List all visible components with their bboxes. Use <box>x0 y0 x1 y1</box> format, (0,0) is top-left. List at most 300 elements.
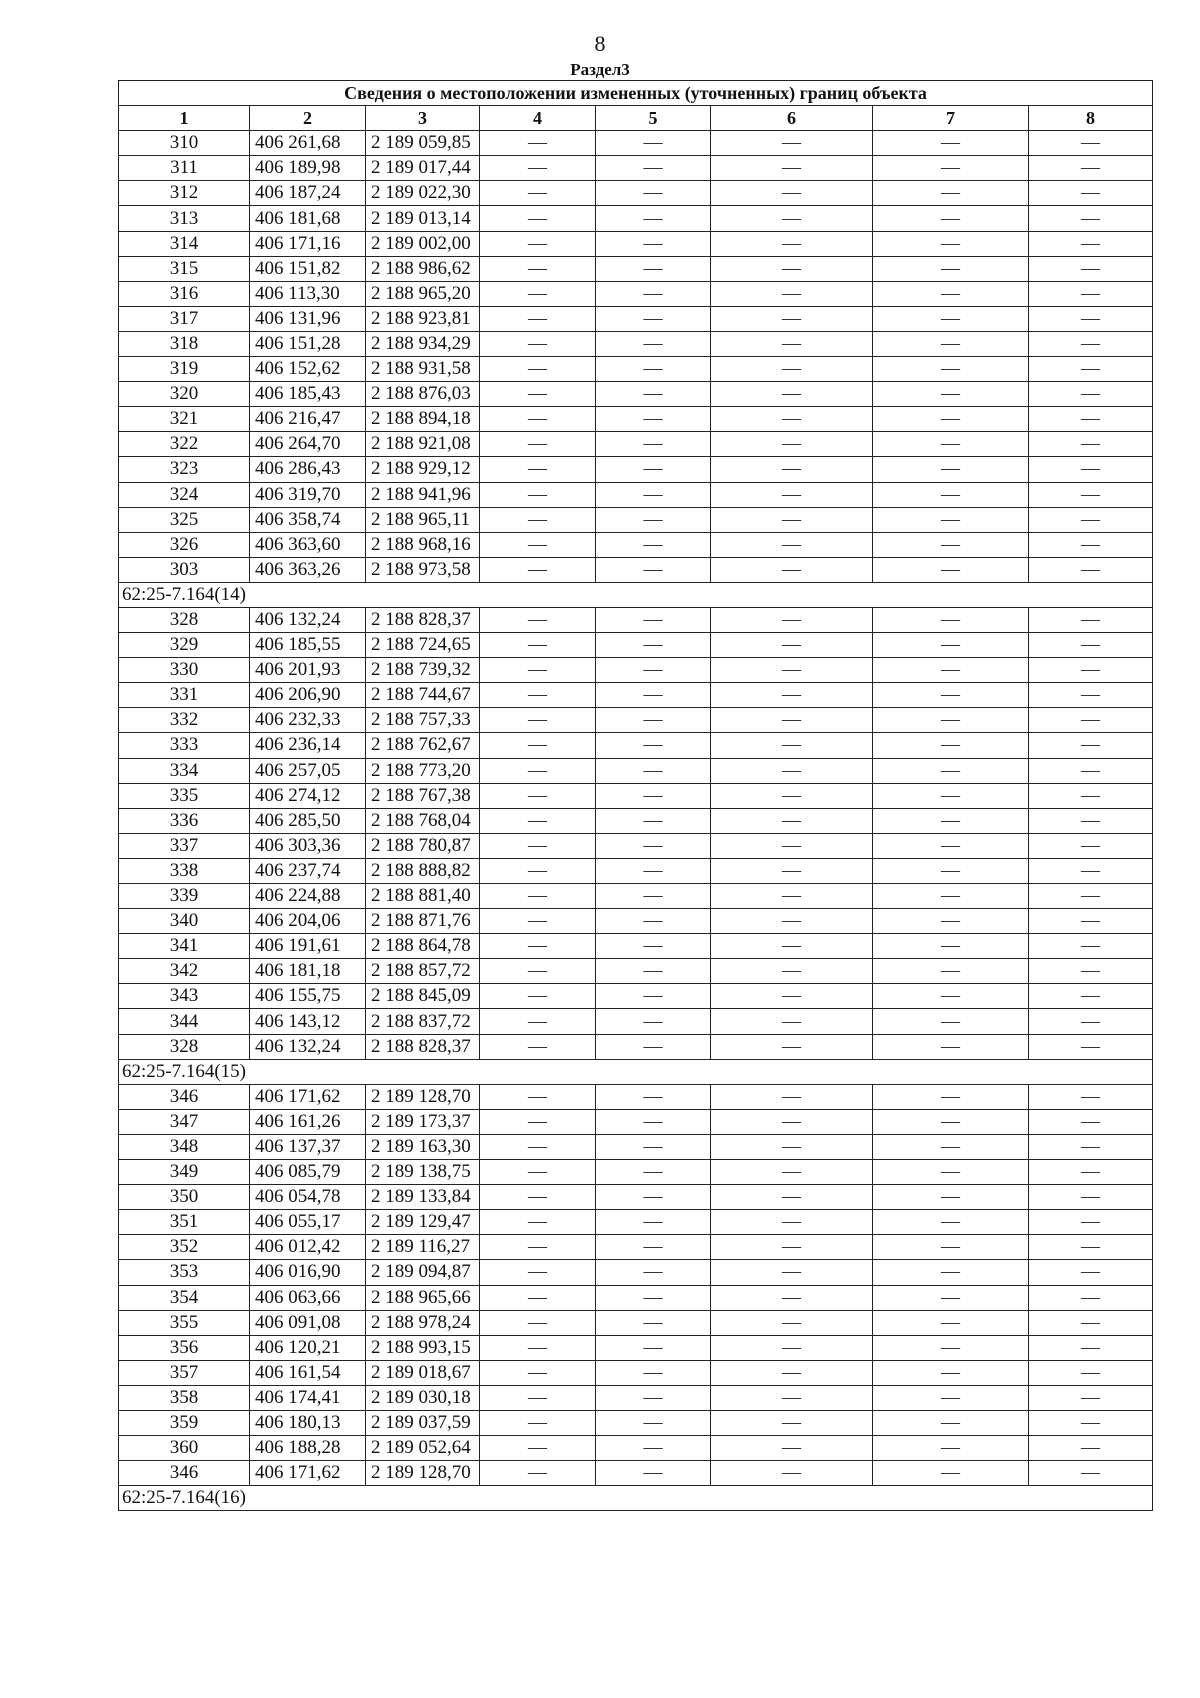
point-number-cell: 334 <box>119 758 250 783</box>
empty-value-cell: — <box>711 507 873 532</box>
x-coordinate-cell: 406 137,37 <box>250 1134 366 1159</box>
empty-value-cell: — <box>480 1360 596 1385</box>
empty-value-cell: — <box>480 131 596 156</box>
y-coordinate-cell: 2 189 018,67 <box>366 1360 480 1385</box>
table-row <box>119 432 1153 457</box>
empty-value-cell: — <box>1029 934 1153 959</box>
table-row <box>119 1436 1153 1461</box>
empty-value-cell: — <box>596 1335 711 1360</box>
y-coordinate-cell: 2 188 773,20 <box>366 758 480 783</box>
table-row <box>119 934 1153 959</box>
empty-value-cell: — <box>596 382 711 407</box>
point-number-cell: 324 <box>119 482 250 507</box>
x-coordinate-cell: 406 181,18 <box>250 959 366 984</box>
empty-value-cell: — <box>596 1385 711 1410</box>
empty-value-cell: — <box>1029 1360 1153 1385</box>
empty-value-cell: — <box>711 909 873 934</box>
empty-value-cell: — <box>480 1335 596 1360</box>
y-coordinate-cell: 2 188 941,96 <box>366 482 480 507</box>
y-coordinate-cell: 2 189 052,64 <box>366 1436 480 1461</box>
y-coordinate-cell: 2 189 013,14 <box>366 206 480 231</box>
empty-value-cell: — <box>1029 984 1153 1009</box>
empty-value-cell: — <box>711 1034 873 1059</box>
x-coordinate-cell: 406 363,60 <box>250 532 366 557</box>
empty-value-cell: — <box>873 231 1029 256</box>
x-coordinate-cell: 406 185,55 <box>250 633 366 658</box>
x-coordinate-cell: 406 264,70 <box>250 432 366 457</box>
empty-value-cell: — <box>596 1310 711 1335</box>
x-coordinate-cell: 406 180,13 <box>250 1410 366 1435</box>
point-number-cell: 360 <box>119 1436 250 1461</box>
empty-value-cell: — <box>1029 281 1153 306</box>
y-coordinate-cell: 2 188 739,32 <box>366 658 480 683</box>
table-row <box>119 683 1153 708</box>
x-coordinate-cell: 406 171,16 <box>250 231 366 256</box>
empty-value-cell: — <box>480 833 596 858</box>
empty-value-cell: — <box>596 256 711 281</box>
empty-value-cell: — <box>480 1134 596 1159</box>
table-row <box>119 1410 1153 1435</box>
x-coordinate-cell: 406 152,62 <box>250 357 366 382</box>
point-number-cell: 313 <box>119 206 250 231</box>
empty-value-cell: — <box>873 1185 1029 1210</box>
empty-value-cell: — <box>711 833 873 858</box>
empty-value-cell: — <box>480 1185 596 1210</box>
empty-value-cell: — <box>873 683 1029 708</box>
empty-value-cell: — <box>711 532 873 557</box>
y-coordinate-cell: 2 189 133,84 <box>366 1185 480 1210</box>
empty-value-cell: — <box>480 1385 596 1410</box>
empty-value-cell: — <box>480 532 596 557</box>
empty-value-cell: — <box>873 306 1029 331</box>
table-row <box>119 1335 1153 1360</box>
empty-value-cell: — <box>1029 457 1153 482</box>
empty-value-cell: — <box>711 407 873 432</box>
table-row <box>119 984 1153 1009</box>
x-coordinate-cell: 406 319,70 <box>250 482 366 507</box>
empty-value-cell: — <box>873 206 1029 231</box>
x-coordinate-cell: 406 171,62 <box>250 1084 366 1109</box>
empty-value-cell: — <box>711 382 873 407</box>
empty-value-cell: — <box>711 432 873 457</box>
empty-value-cell: — <box>1029 131 1153 156</box>
empty-value-cell: — <box>596 1260 711 1285</box>
x-coordinate-cell: 406 204,06 <box>250 909 366 934</box>
empty-value-cell: — <box>1029 382 1153 407</box>
point-number-cell: 348 <box>119 1134 250 1159</box>
empty-value-cell: — <box>1029 407 1153 432</box>
x-coordinate-cell: 406 016,90 <box>250 1260 366 1285</box>
empty-value-cell: — <box>873 1260 1029 1285</box>
empty-value-cell: — <box>1029 633 1153 658</box>
empty-value-cell: — <box>480 607 596 632</box>
empty-value-cell: — <box>711 1461 873 1486</box>
empty-value-cell: — <box>873 532 1029 557</box>
table-row <box>119 382 1153 407</box>
empty-value-cell: — <box>873 181 1029 206</box>
y-coordinate-cell: 2 188 888,82 <box>366 858 480 883</box>
empty-value-cell: — <box>480 984 596 1009</box>
y-coordinate-cell: 2 188 837,72 <box>366 1009 480 1034</box>
y-coordinate-cell: 2 189 163,30 <box>366 1134 480 1159</box>
empty-value-cell: — <box>711 1185 873 1210</box>
table-row <box>119 156 1153 181</box>
empty-value-cell: — <box>596 206 711 231</box>
y-coordinate-cell: 2 188 845,09 <box>366 984 480 1009</box>
empty-value-cell: — <box>873 708 1029 733</box>
parcel-group-row <box>119 582 1153 607</box>
y-coordinate-cell: 2 188 986,62 <box>366 256 480 281</box>
y-coordinate-cell: 2 188 934,29 <box>366 331 480 356</box>
empty-value-cell: — <box>596 1210 711 1235</box>
empty-value-cell: — <box>1029 1410 1153 1435</box>
empty-value-cell: — <box>1029 1285 1153 1310</box>
empty-value-cell: — <box>480 1009 596 1034</box>
empty-value-cell: — <box>711 1160 873 1185</box>
empty-value-cell: — <box>873 256 1029 281</box>
empty-value-cell: — <box>480 1109 596 1134</box>
x-coordinate-cell: 406 237,74 <box>250 858 366 883</box>
empty-value-cell: — <box>596 934 711 959</box>
y-coordinate-cell: 2 188 965,20 <box>366 281 480 306</box>
empty-value-cell: — <box>480 1235 596 1260</box>
empty-value-cell: — <box>873 1310 1029 1335</box>
column-header: 2 <box>250 106 366 131</box>
column-header: 8 <box>1029 106 1153 131</box>
empty-value-cell: — <box>596 407 711 432</box>
empty-value-cell: — <box>873 1436 1029 1461</box>
empty-value-cell: — <box>873 909 1029 934</box>
empty-value-cell: — <box>711 633 873 658</box>
x-coordinate-cell: 406 113,30 <box>250 281 366 306</box>
empty-value-cell: — <box>1029 482 1153 507</box>
empty-value-cell: — <box>480 181 596 206</box>
point-number-cell: 328 <box>119 607 250 632</box>
empty-value-cell: — <box>1029 306 1153 331</box>
empty-value-cell: — <box>1029 1210 1153 1235</box>
empty-value-cell: — <box>480 909 596 934</box>
x-coordinate-cell: 406 236,14 <box>250 733 366 758</box>
point-number-cell: 303 <box>119 557 250 582</box>
empty-value-cell: — <box>873 758 1029 783</box>
empty-value-cell: — <box>873 833 1029 858</box>
y-coordinate-cell: 2 188 767,38 <box>366 783 480 808</box>
empty-value-cell: — <box>480 633 596 658</box>
empty-value-cell: — <box>873 884 1029 909</box>
empty-value-cell: — <box>596 432 711 457</box>
y-coordinate-cell: 2 189 128,70 <box>366 1461 480 1486</box>
table-caption-row <box>119 81 1153 106</box>
empty-value-cell: — <box>596 331 711 356</box>
y-coordinate-cell: 2 189 094,87 <box>366 1260 480 1285</box>
empty-value-cell: — <box>873 1084 1029 1109</box>
point-number-cell: 329 <box>119 633 250 658</box>
point-number-cell: 339 <box>119 884 250 909</box>
empty-value-cell: — <box>873 607 1029 632</box>
empty-value-cell: — <box>596 1461 711 1486</box>
empty-value-cell: — <box>711 658 873 683</box>
empty-value-cell: — <box>873 482 1029 507</box>
y-coordinate-cell: 2 188 929,12 <box>366 457 480 482</box>
y-coordinate-cell: 2 189 022,30 <box>366 181 480 206</box>
column-number-row <box>119 106 1153 131</box>
table-row <box>119 507 1153 532</box>
empty-value-cell: — <box>711 783 873 808</box>
empty-value-cell: — <box>596 607 711 632</box>
empty-value-cell: — <box>1029 181 1153 206</box>
empty-value-cell: — <box>480 432 596 457</box>
empty-value-cell: — <box>873 1461 1029 1486</box>
table-row <box>119 1084 1153 1109</box>
point-number-cell: 338 <box>119 858 250 883</box>
empty-value-cell: — <box>596 357 711 382</box>
empty-value-cell: — <box>596 909 711 934</box>
point-number-cell: 353 <box>119 1260 250 1285</box>
empty-value-cell: — <box>1029 783 1153 808</box>
table-row <box>119 482 1153 507</box>
y-coordinate-cell: 2 188 857,72 <box>366 959 480 984</box>
empty-value-cell: — <box>596 181 711 206</box>
point-number-cell: 315 <box>119 256 250 281</box>
empty-value-cell: — <box>711 1285 873 1310</box>
table-caption: Сведения о местоположении измененных (уточненных) границ объекта <box>119 81 1153 106</box>
empty-value-cell: — <box>1029 256 1153 281</box>
empty-value-cell: — <box>1029 1185 1153 1210</box>
table-row <box>119 1185 1153 1210</box>
empty-value-cell: — <box>480 482 596 507</box>
point-number-cell: 347 <box>119 1109 250 1134</box>
x-coordinate-cell: 406 216,47 <box>250 407 366 432</box>
y-coordinate-cell: 2 189 173,37 <box>366 1109 480 1134</box>
y-coordinate-cell: 2 189 037,59 <box>366 1410 480 1435</box>
point-number-cell: 343 <box>119 984 250 1009</box>
empty-value-cell: — <box>1029 432 1153 457</box>
empty-value-cell: — <box>1029 1385 1153 1410</box>
parcel-number-label: 62:25-7.164(14) <box>119 582 1153 607</box>
point-number-cell: 344 <box>119 1009 250 1034</box>
x-coordinate-cell: 406 261,68 <box>250 131 366 156</box>
empty-value-cell: — <box>711 1260 873 1285</box>
y-coordinate-cell: 2 188 762,67 <box>366 733 480 758</box>
empty-value-cell: — <box>1029 357 1153 382</box>
empty-value-cell: — <box>873 156 1029 181</box>
empty-value-cell: — <box>596 959 711 984</box>
point-number-cell: 310 <box>119 131 250 156</box>
empty-value-cell: — <box>711 758 873 783</box>
column-header: 3 <box>366 106 480 131</box>
point-number-cell: 312 <box>119 181 250 206</box>
point-number-cell: 325 <box>119 507 250 532</box>
table-row <box>119 783 1153 808</box>
empty-value-cell: — <box>1029 708 1153 733</box>
empty-value-cell: — <box>711 131 873 156</box>
x-coordinate-cell: 406 185,43 <box>250 382 366 407</box>
empty-value-cell: — <box>873 357 1029 382</box>
empty-value-cell: — <box>1029 1461 1153 1486</box>
empty-value-cell: — <box>480 884 596 909</box>
x-coordinate-cell: 406 363,26 <box>250 557 366 582</box>
empty-value-cell: — <box>1029 884 1153 909</box>
empty-value-cell: — <box>711 1335 873 1360</box>
y-coordinate-cell: 2 188 921,08 <box>366 432 480 457</box>
y-coordinate-cell: 2 188 973,58 <box>366 557 480 582</box>
table-row <box>119 1009 1153 1034</box>
empty-value-cell: — <box>1029 683 1153 708</box>
empty-value-cell: — <box>873 1210 1029 1235</box>
empty-value-cell: — <box>1029 331 1153 356</box>
empty-value-cell: — <box>711 733 873 758</box>
point-number-cell: 352 <box>119 1235 250 1260</box>
point-number-cell: 333 <box>119 733 250 758</box>
empty-value-cell: — <box>480 231 596 256</box>
empty-value-cell: — <box>480 1034 596 1059</box>
x-coordinate-cell: 406 012,42 <box>250 1235 366 1260</box>
table-row <box>119 1134 1153 1159</box>
empty-value-cell: — <box>596 532 711 557</box>
y-coordinate-cell: 2 189 128,70 <box>366 1084 480 1109</box>
y-coordinate-cell: 2 188 931,58 <box>366 357 480 382</box>
empty-value-cell: — <box>480 708 596 733</box>
table-row <box>119 1034 1153 1059</box>
point-number-cell: 342 <box>119 959 250 984</box>
empty-value-cell: — <box>596 1109 711 1134</box>
empty-value-cell: — <box>711 331 873 356</box>
point-number-cell: 336 <box>119 808 250 833</box>
empty-value-cell: — <box>873 331 1029 356</box>
empty-value-cell: — <box>480 658 596 683</box>
empty-value-cell: — <box>711 959 873 984</box>
empty-value-cell: — <box>480 206 596 231</box>
empty-value-cell: — <box>596 557 711 582</box>
empty-value-cell: — <box>480 306 596 331</box>
empty-value-cell: — <box>711 306 873 331</box>
table-row <box>119 658 1153 683</box>
empty-value-cell: — <box>873 783 1029 808</box>
y-coordinate-cell: 2 189 002,00 <box>366 231 480 256</box>
x-coordinate-cell: 406 161,26 <box>250 1109 366 1134</box>
y-coordinate-cell: 2 188 828,37 <box>366 1034 480 1059</box>
point-number-cell: 354 <box>119 1285 250 1310</box>
x-coordinate-cell: 406 131,96 <box>250 306 366 331</box>
y-coordinate-cell: 2 188 965,11 <box>366 507 480 532</box>
empty-value-cell: — <box>873 1134 1029 1159</box>
point-number-cell: 359 <box>119 1410 250 1435</box>
empty-value-cell: — <box>1029 909 1153 934</box>
empty-value-cell: — <box>480 331 596 356</box>
point-number-cell: 356 <box>119 1335 250 1360</box>
empty-value-cell: — <box>873 557 1029 582</box>
empty-value-cell: — <box>1029 833 1153 858</box>
point-number-cell: 319 <box>119 357 250 382</box>
empty-value-cell: — <box>873 1235 1029 1260</box>
table-row <box>119 1160 1153 1185</box>
empty-value-cell: — <box>1029 1109 1153 1134</box>
point-number-cell: 340 <box>119 909 250 934</box>
x-coordinate-cell: 406 224,88 <box>250 884 366 909</box>
y-coordinate-cell: 2 189 017,44 <box>366 156 480 181</box>
y-coordinate-cell: 2 189 059,85 <box>366 131 480 156</box>
empty-value-cell: — <box>480 1410 596 1435</box>
empty-value-cell: — <box>596 1185 711 1210</box>
table-row <box>119 357 1153 382</box>
parcel-group-row <box>119 1486 1153 1511</box>
y-coordinate-cell: 2 188 744,67 <box>366 683 480 708</box>
x-coordinate-cell: 406 132,24 <box>250 1034 366 1059</box>
point-number-cell: 355 <box>119 1310 250 1335</box>
empty-value-cell: — <box>711 156 873 181</box>
table-row <box>119 231 1153 256</box>
empty-value-cell: — <box>1029 507 1153 532</box>
x-coordinate-cell: 406 191,61 <box>250 934 366 959</box>
column-header: 7 <box>873 106 1029 131</box>
table-row <box>119 281 1153 306</box>
point-number-cell: 332 <box>119 708 250 733</box>
table-row <box>119 1260 1153 1285</box>
table-row <box>119 909 1153 934</box>
x-coordinate-cell: 406 285,50 <box>250 808 366 833</box>
y-coordinate-cell: 2 189 030,18 <box>366 1385 480 1410</box>
empty-value-cell: — <box>873 808 1029 833</box>
empty-value-cell: — <box>596 507 711 532</box>
empty-value-cell: — <box>480 507 596 532</box>
point-number-cell: 326 <box>119 532 250 557</box>
x-coordinate-cell: 406 132,24 <box>250 607 366 632</box>
empty-value-cell: — <box>480 457 596 482</box>
empty-value-cell: — <box>596 457 711 482</box>
x-coordinate-cell: 406 232,33 <box>250 708 366 733</box>
empty-value-cell: — <box>480 733 596 758</box>
empty-value-cell: — <box>1029 1009 1153 1034</box>
table-row <box>119 959 1153 984</box>
empty-value-cell: — <box>711 884 873 909</box>
empty-value-cell: — <box>1029 1436 1153 1461</box>
x-coordinate-cell: 406 055,17 <box>250 1210 366 1235</box>
empty-value-cell: — <box>873 131 1029 156</box>
table-row <box>119 1109 1153 1134</box>
point-number-cell: 311 <box>119 156 250 181</box>
empty-value-cell: — <box>873 1410 1029 1435</box>
empty-value-cell: — <box>480 1260 596 1285</box>
empty-value-cell: — <box>480 156 596 181</box>
empty-value-cell: — <box>873 1335 1029 1360</box>
empty-value-cell: — <box>596 1009 711 1034</box>
empty-value-cell: — <box>873 1160 1029 1185</box>
table-row <box>119 833 1153 858</box>
y-coordinate-cell: 2 188 881,40 <box>366 884 480 909</box>
empty-value-cell: — <box>1029 1160 1153 1185</box>
empty-value-cell: — <box>711 1210 873 1235</box>
table-row <box>119 407 1153 432</box>
x-coordinate-cell: 406 187,24 <box>250 181 366 206</box>
empty-value-cell: — <box>711 482 873 507</box>
y-coordinate-cell: 2 188 768,04 <box>366 808 480 833</box>
empty-value-cell: — <box>873 934 1029 959</box>
table-row <box>119 557 1153 582</box>
table-row <box>119 206 1153 231</box>
table-row <box>119 1385 1153 1410</box>
empty-value-cell: — <box>873 507 1029 532</box>
empty-value-cell: — <box>596 1034 711 1059</box>
empty-value-cell: — <box>873 1385 1029 1410</box>
empty-value-cell: — <box>596 1436 711 1461</box>
point-number-cell: 350 <box>119 1185 250 1210</box>
y-coordinate-cell: 2 188 864,78 <box>366 934 480 959</box>
empty-value-cell: — <box>711 457 873 482</box>
point-number-cell: 358 <box>119 1385 250 1410</box>
empty-value-cell: — <box>873 407 1029 432</box>
empty-value-cell: — <box>596 833 711 858</box>
page-number: 8 <box>594 31 606 56</box>
